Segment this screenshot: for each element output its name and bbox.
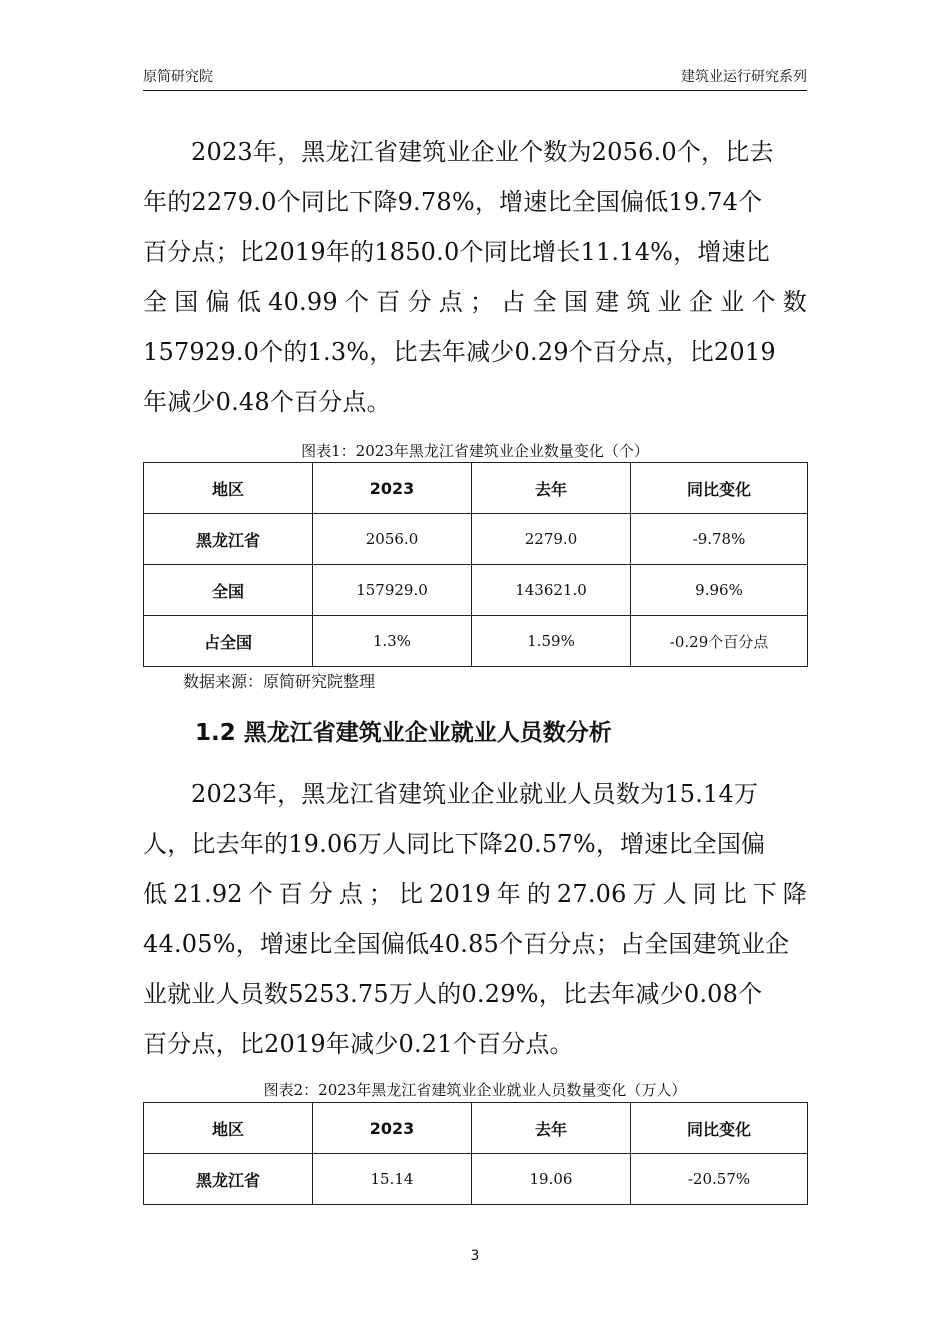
table-header-row: [144, 1103, 808, 1154]
page-number: 3: [470, 1248, 480, 1264]
column-header: 2023: [313, 463, 472, 514]
paragraph-line: 44.05%，增速比全国偏低40.85个百分点；占全国建筑业企: [143, 930, 790, 958]
table-cell: 2056.0: [313, 514, 472, 565]
table-enterprise-count: [143, 462, 808, 667]
table-cell: 1.59%: [472, 616, 631, 667]
column-header: 同比变化: [631, 463, 808, 514]
column-header: 同比变化: [631, 1103, 808, 1154]
table-cell: 143621.0: [472, 565, 631, 616]
data-source-note: 数据来源：原简研究院整理: [183, 672, 376, 691]
table1-caption: 图表1：2023年黑龙江省建筑业企业数量变化（个）: [301, 442, 649, 460]
row-label: 占全国: [144, 616, 313, 667]
row-label: 黑龙江省: [144, 1154, 313, 1205]
table-cell: -0.29个百分点: [631, 616, 808, 667]
header-org-name: 原简研究院: [143, 69, 213, 85]
paragraph-enterprise-count: [143, 127, 807, 427]
section-heading: 1.2 黑龙江省建筑业企业就业人员数分析: [195, 720, 612, 746]
table2-caption: 图表2：2023年黑龙江省建筑业企业就业人员数量变化（万人）: [263, 1081, 687, 1099]
column-header: 去年: [472, 463, 631, 514]
paragraph-line: 年的2279.0个同比下降9.78%，增速比全国偏低19.74个: [143, 188, 763, 216]
paragraph-line: 百分点；比2019年的1850.0个同比增长11.14%，增速比: [143, 238, 770, 266]
table-cell: 19.06: [472, 1154, 631, 1205]
table-cell: -20.57%: [631, 1154, 808, 1205]
paragraph-line: 157929.0个的1.3%，比去年减少0.29个百分点，比2019: [143, 338, 776, 366]
column-header: 地区: [144, 1103, 313, 1154]
paragraph-line: 低21.92个百分点；比2019年的27.06万人同比下降: [143, 880, 807, 908]
paragraph-employment: [143, 769, 807, 1069]
table-cell: 2279.0: [472, 514, 631, 565]
table-row: [144, 1154, 808, 1205]
paragraph-line: 百分点，比2019年减少0.21个百分点。: [143, 1030, 574, 1058]
table-row: [144, 514, 808, 565]
table-cell: 157929.0: [313, 565, 472, 616]
paragraph-line: 全国偏低40.99个百分点；占全国建筑业企业个数: [143, 288, 807, 316]
table-cell: 9.96%: [631, 565, 808, 616]
table-cell: 1.3%: [313, 616, 472, 667]
paragraph-line: 2023年，黑龙江省建筑业企业就业人员数为15.14万: [191, 780, 759, 808]
header-series-title: 建筑业运行研究系列: [681, 69, 807, 85]
paragraph-line: 年减少0.48个百分点。: [143, 388, 391, 416]
table-row: [144, 565, 808, 616]
row-label: 黑龙江省: [144, 514, 313, 565]
paragraph-line: 业就业人员数5253.75万人的0.29%，比去年减少0.08个: [143, 980, 763, 1008]
table-header-row: [144, 463, 808, 514]
table-employment: [143, 1102, 808, 1205]
table-row: [144, 616, 808, 667]
page-header: [143, 64, 807, 91]
column-header: 地区: [144, 463, 313, 514]
table-cell: 15.14: [313, 1154, 472, 1205]
paragraph-line: 人，比去年的19.06万人同比下降20.57%，增速比全国偏: [143, 830, 766, 858]
column-header: 2023: [313, 1103, 472, 1154]
table-cell: -9.78%: [631, 514, 808, 565]
row-label: 全国: [144, 565, 313, 616]
paragraph-line: 2023年，黑龙江省建筑业企业个数为2056.0个，比去: [191, 138, 774, 166]
column-header: 去年: [472, 1103, 631, 1154]
